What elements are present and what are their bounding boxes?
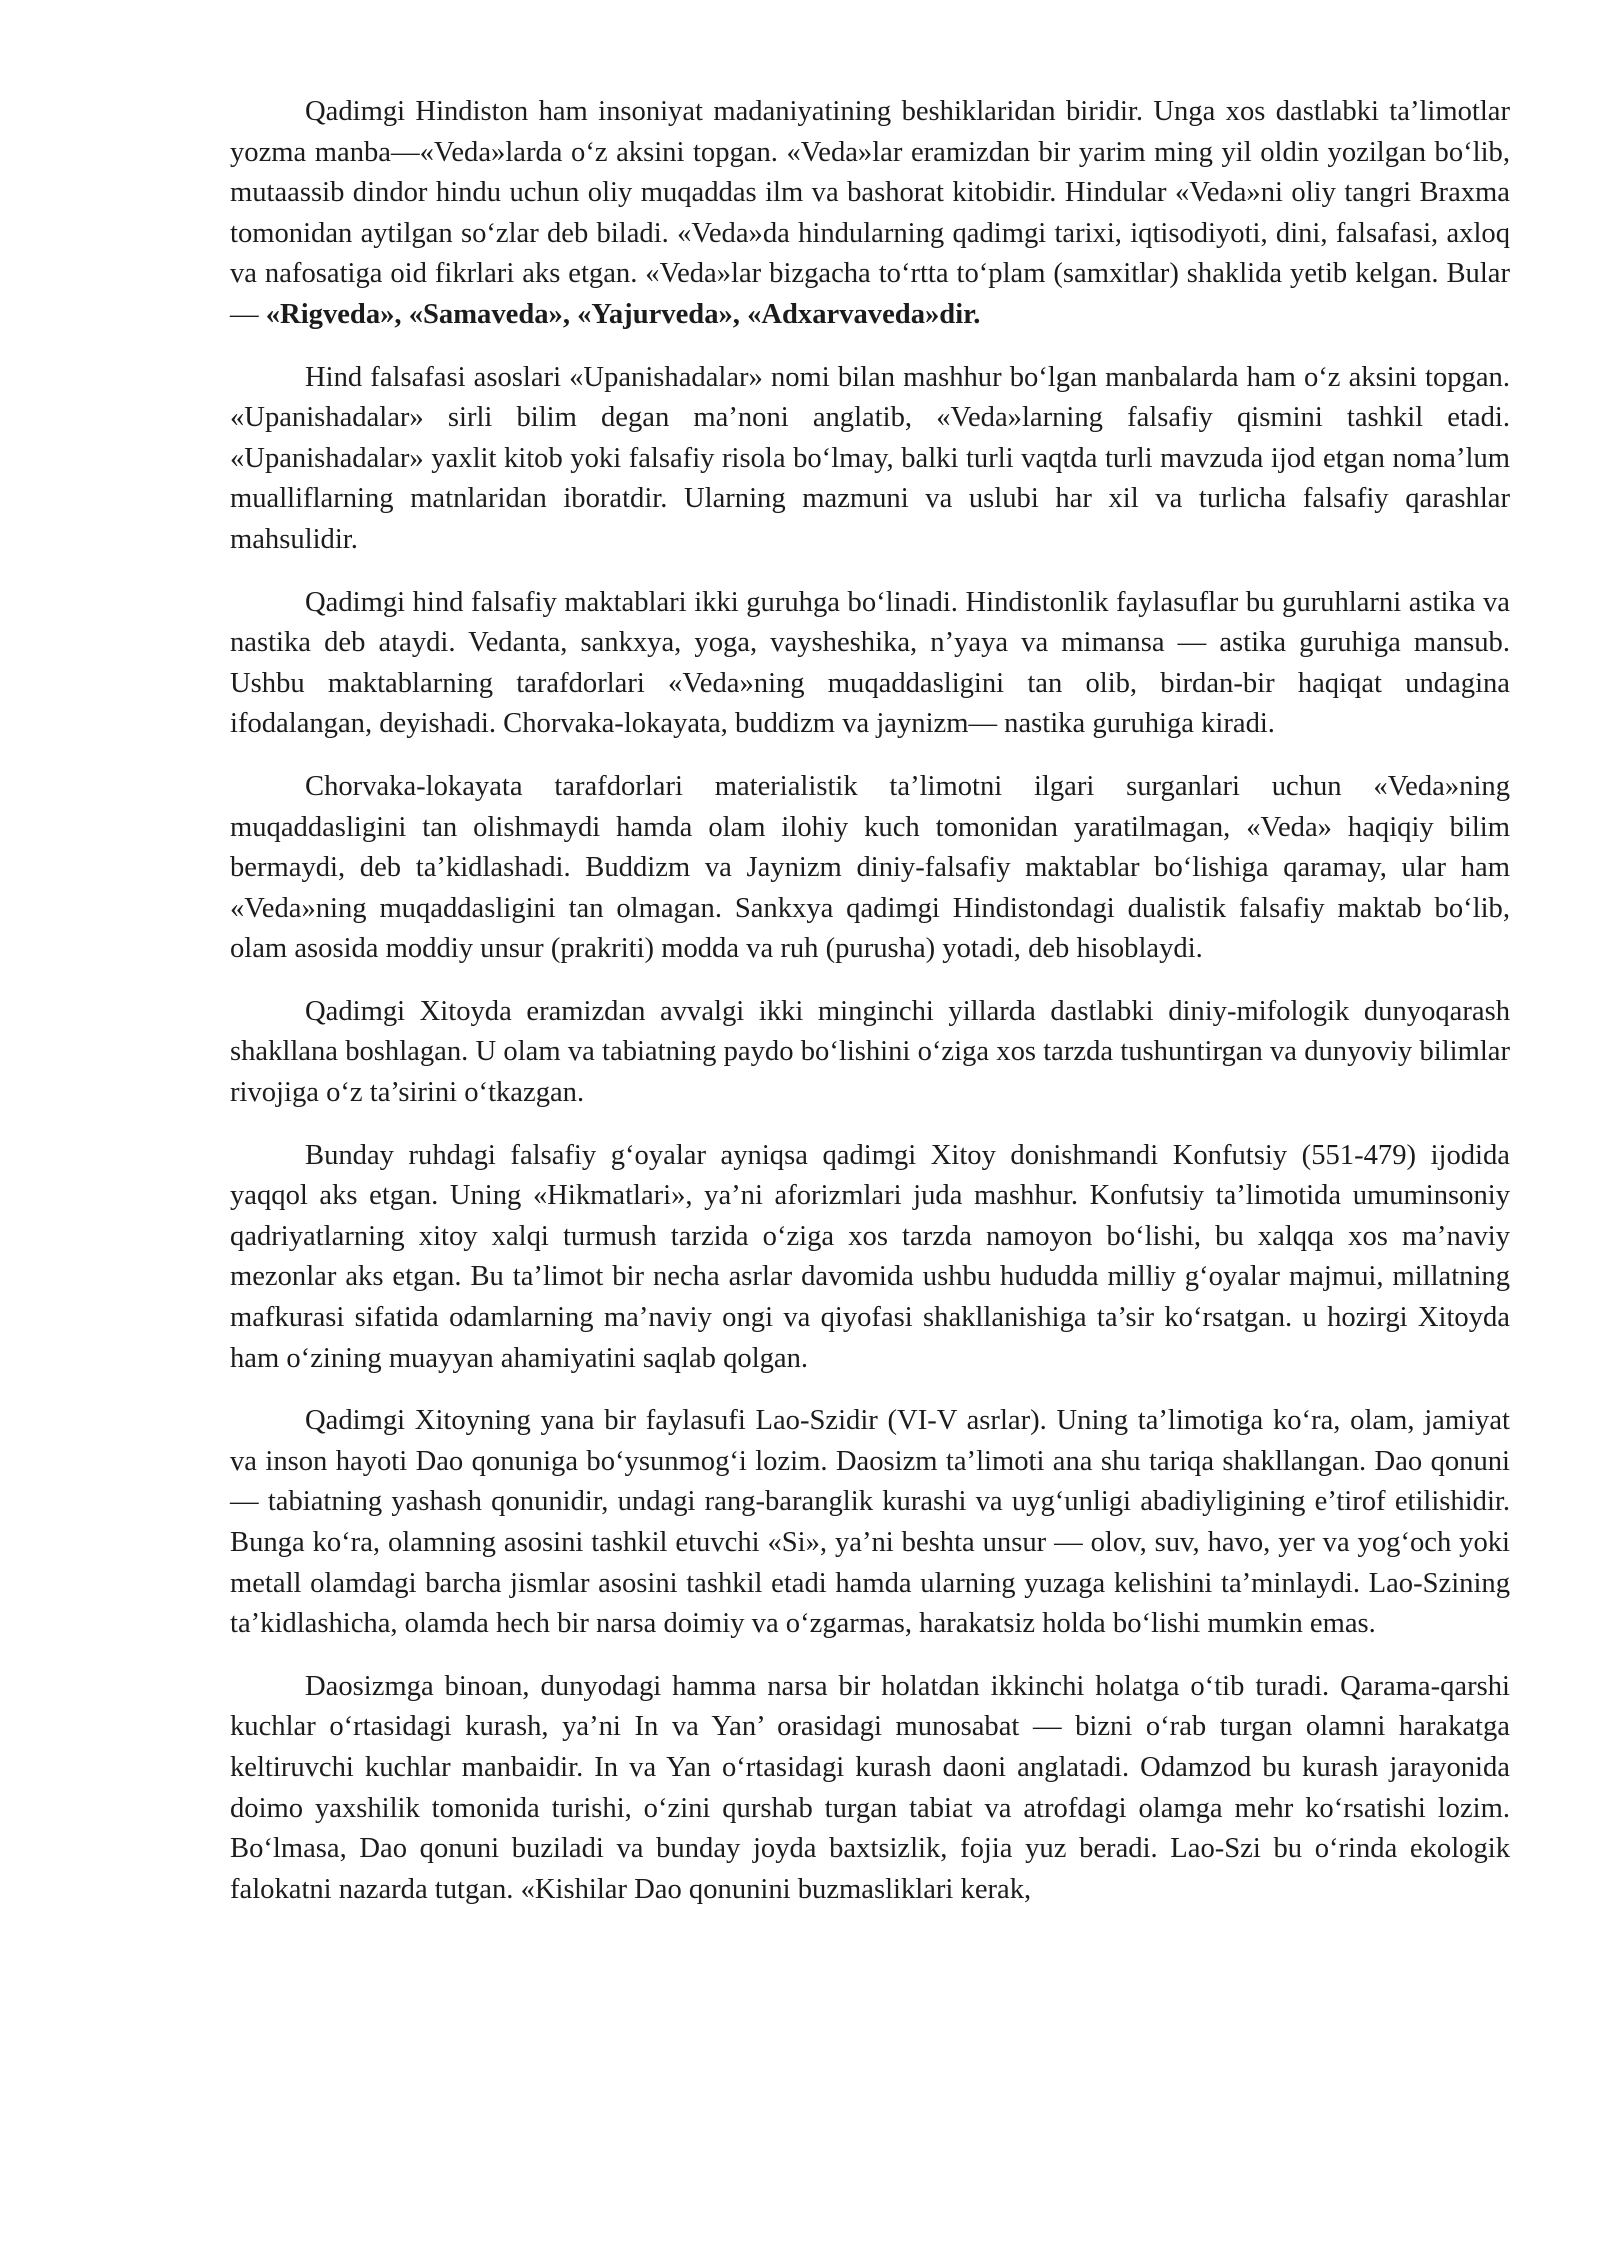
paragraph-chorvaka: Chorvaka-lokayata tarafdorlari materialistik ta’limotni ilgari surganlari uchun «Veda»ning muqaddasligini tan olishmaydi hamda olam ilohiy kuch tomonidan yaratilmagan, «Veda» haqiqiy bilim bermaydi, deb ta’kidlashadi. Buddizm va Jaynizm diniy-falsafiy maktablar bo‘lishiga qaramay, ular ham «Veda»ning muqaddasligini tan olmagan. Sankxya qadimgi Hindistondagi dualistik falsafiy maktab bo‘lib, olam asosida moddiy unsur (prakriti) modda va ruh (purusha) yotadi, deb hisoblaydi. [230, 770, 1510, 965]
paragraph-veda-text: Qadimgi Hindiston ham insoniyat madaniyatining beshiklaridan biridir. Unga xos dastlabki ta’limotlar yozma manba—«Veda»larda o‘z aksini topgan. «Veda»lar eramizdan bir yarim ming yil oldin yozilgan bo‘lib, mutaassib dindor hindu uchun oliy muqaddas ilm va bashorat kitobidir. Hindular «Veda»ni oliy tangri Braxma tomonidan aytilgan so‘zlar deb biladi. «Veda»da hindularning qadimgi tarixi, iqtisodiyoti, dini, falsafasi, axloq va nafosatiga oid fikrlari aks etgan. «Veda»lar bizgacha to‘rtta to‘plam (samxitlar) shaklida yetib kelgan. Bular — [230, 96, 1510, 330]
paragraph-hind-schools: Qadimgi hind falsafiy maktablari ikki guruhga bo‘linadi. Hindistonlik faylasuflar bu guruhlarni astika va nastika deb ataydi. Vedanta, sankxya, yoga, vaysheshika, n’yaya va mimansa — astika guruhiga mansub. Ushbu maktablarning tarafdorlari «Veda»ning muqaddasligini tan olib, birdan-bir haqiqat undagina ifodalangan, deyishadi. Chorvaka-lokayata, buddizm va jaynizm— nastika guruhiga kiradi. [230, 586, 1510, 740]
document-page [230, 92, 1510, 1932]
veda-collections-bold: «Rigveda», «Samaveda», «Yajurveda», «Adxarvaveda»dir. [265, 298, 981, 330]
paragraph-daoism: Daosizmga binoan, dunyodagi hamma narsa bir holatdan ikkinchi holatga o‘tib turadi. Qarama-qarshi kuchlar o‘rtasidagi kurash, ya’ni In va Yan’ orasidagi munosabat — bizni o‘rab turgan olamni harakatga keltiruvchi kuchlar manbaidir. In va Yan o‘rtasidagi kurash daoni anglatadi. Odamzod bu kurash jarayonida doimo yaxshilik tomonida turishi, o‘zini qurshab turgan tabiat va atrofdagi olamga mehr ko‘rsatishi lozim. Bo‘lmasa, Dao qonuni buziladi va bunday joyda baxtsizlik, fojia yuz beradi. Lao-Szi bu o‘rinda ekologik falokatni nazarda tutgan. «Kishilar Dao qonunini buzmasliklari kerak, [230, 1670, 1510, 1905]
paragraph-veda [230, 92, 1510, 336]
paragraph-ancient-china: Qadimgi Xitoyda eramizdan avvalgi ikki minginchi yillarda dastlabki diniy-mifologik dunyoqarash shakllana boshlagan. U olam va tabiatning paydo bo‘lishini o‘ziga xos tarzda tushuntirgan va dunyoviy bilimlar rivojiga o‘z ta’sirini o‘tkazgan. [230, 995, 1510, 1109]
paragraph-confucius: Bunday ruhdagi falsafiy g‘oyalar ayniqsa qadimgi Xitoy donishmandi Konfutsiy (551-479) ijodida yaqqol aks etgan. Uning «Hikmatlari», ya’ni aforizmlari juda mashhur. Konfutsiy ta’limotida umuminsoniy qadriyatlarning xitoy xalqi turmush tarzida o‘ziga xos tarzda namoyon bo‘lishi, bu xalqqa xos ma’naviy mezonlar aks etgan. Bu ta’limot bir necha asrlar davomida ushbu hududda milliy g‘oyalar majmui, millatning mafkurasi sifatida odamlarning ma’naviy ongi va qiyofasi shakllanishiga ta’sir ko‘rsatgan. u hozirgi Xitoyda ham o‘zining muayyan ahamiyatini saqlab qolgan. [230, 1139, 1510, 1374]
paragraph-lao-szi: Qadimgi Xitoyning yana bir faylasufi Lao-Szidir (VI-V asrlar). Uning ta’limotiga ko‘ra, olam, jamiyat va inson hayoti Dao qonuniga bo‘ysunmog‘i lozim. Daosizm ta’limoti ana shu tariqa shakllangan. Dao qonuni — tabiatning yashash qonunidir, undagi rang-baranglik kurashi va uyg‘unligi abadiyligining e’tirof etilishidir. Bunga ko‘ra, olamning asosini tashkil etuvchi «Si», ya’ni beshta unsur — olov, suv, havo, yer va yog‘och yoki metall olamdagi barcha jismlar asosini tashkil etadi hamda ularning yuzaga kelishini ta’minlaydi. Lao-Szining ta’kidlashicha, olamda hech bir narsa doimiy va o‘zgarmas, harakatsiz holda bo‘lishi mumkin emas. [230, 1405, 1510, 1640]
paragraph-upanishads: Hind falsafasi asoslari «Upanishadalar» nomi bilan mashhur bo‘lgan manbalarda ham o‘z aksini topgan. «Upanishadalar» sirli bilim degan ma’noni anglatib, «Veda»larning falsafiy qismini tashkil etadi. «Upanishadalar» yaxlit kitob yoki falsafiy risola bo‘lmay, balki turli vaqtda turli mavzuda ijod etgan noma’lum mualliflarning matnlaridan iboratdir. Ularning mazmuni va uslubi har xil va turlicha falsafiy qarashlar mahsulidir. [230, 361, 1510, 555]
